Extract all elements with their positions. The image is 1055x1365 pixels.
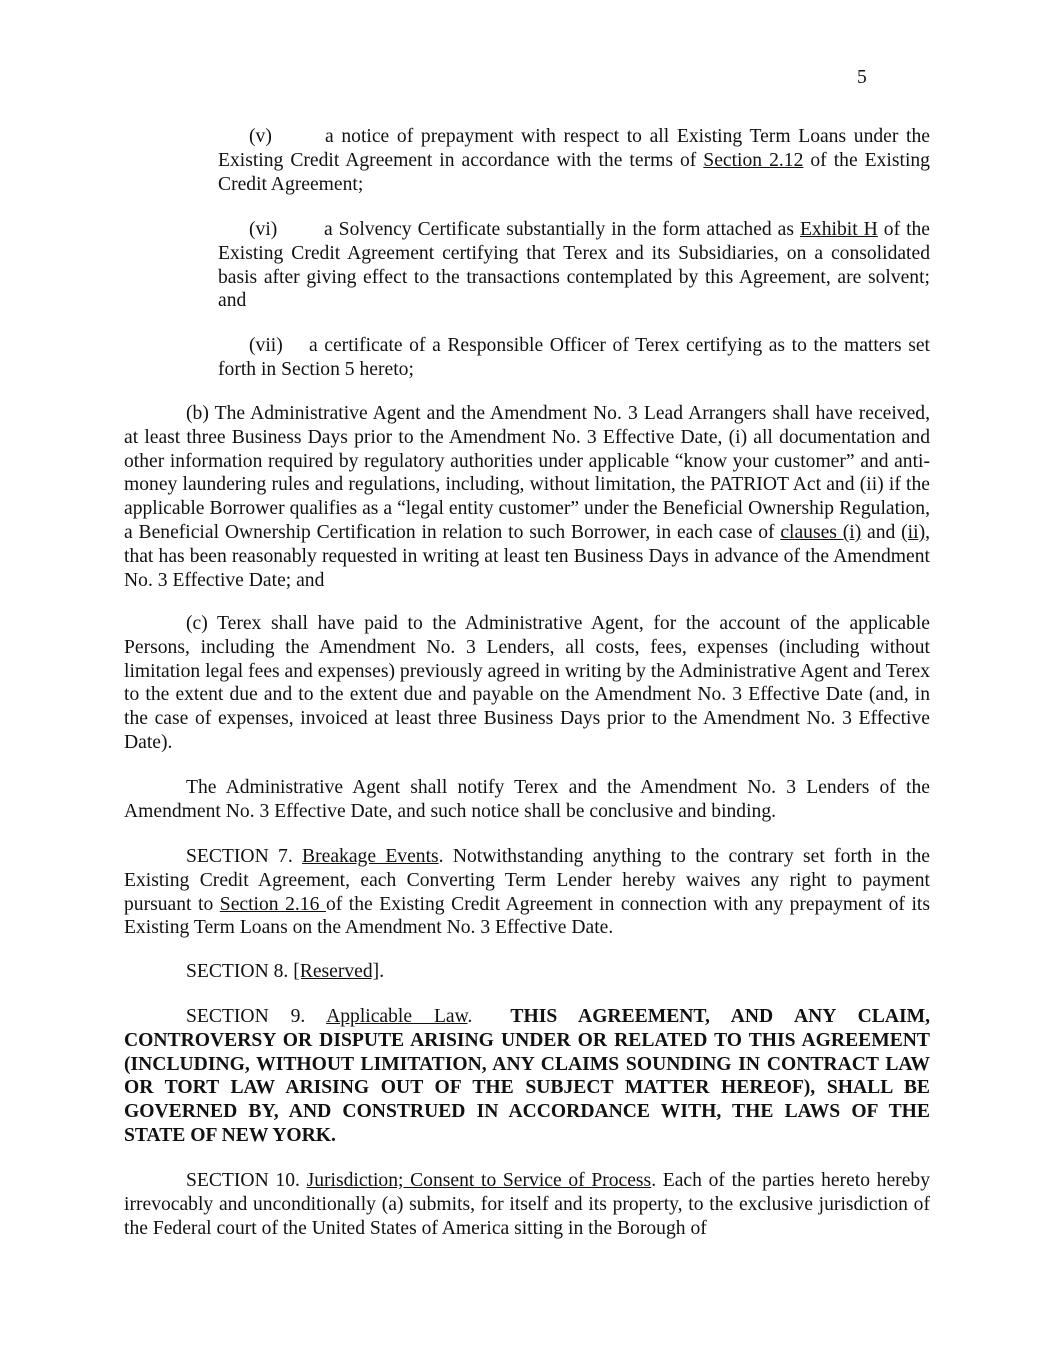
section-8-prefix: SECTION 8. bbox=[186, 961, 294, 982]
paragraph-c bbox=[124, 612, 930, 755]
section-2-12-link[interactable]: Section 2.12 bbox=[703, 149, 804, 171]
clauses-i-link[interactable]: clauses (i) bbox=[780, 521, 862, 543]
item-v-text-2: of the Existing Credit Agreement; bbox=[218, 149, 930, 195]
section-10-heading: Jurisdiction; Consent to Service of Process bbox=[306, 1170, 652, 1191]
section-9 bbox=[124, 1005, 930, 1148]
section-7-text-2: of the Existing Credit Agreement in connection with any prepayment of its Existing Term Loans on the Amendment No. 3 Effective Date. bbox=[124, 893, 931, 939]
item-v bbox=[218, 125, 930, 196]
section-9-governing-law-text: THIS AGREEMENT, AND ANY CLAIM, CONTROVERSY OR DISPUTE ARISING UNDER OR RELATED TO THIS AGREEMENT (INCLUDING, WITHOUT LIMITATION, ANY CLAIMS SOUNDING IN CONTRACT LAW OR TORT LAW ARISING OUT OF THE SUBJECT MATTER HEREOF), SHALL BE GOVERNED BY, AND CONSTRUED IN ACCORDANCE WITH, THE LAWS OF THE STATE OF NEW YORK. bbox=[124, 1006, 930, 1146]
clause-ii-link[interactable]: (ii) bbox=[901, 521, 926, 543]
item-v-label: (v) bbox=[249, 126, 272, 147]
section-7-text-1: . Notwithstanding anything to the contrary set forth in the Existing Credit Agreement, each Converting Term Lender hereby waives any right to payment pursuant to bbox=[124, 846, 930, 915]
item-vi-text-2: of the Existing Credit Agreement certifying that Terex and its Subsidiaries, on a consolidated basis after giving effect to the transactions contemplated by this Agreement, are solvent; and bbox=[218, 219, 931, 312]
section-8-suffix: . bbox=[379, 961, 385, 982]
section-10-text: . Each of the parties hereto hereby irrevocably and unconditionally (a) submits, for itself and its property, to the exclusive jurisdiction of the Federal court of the United States of America sitting in the Borough of bbox=[124, 1170, 930, 1239]
paragraph-b-text-1: (b) The Administrative Agent and the Amendment No. 3 Lead Arrangers shall have received, at least three Business Days prior to the Amendment No. 3 Effective Date, (i) all documentation and other information required by regulatory authorities under applicable “know your customer” and anti-money laundering rules and regulations, including, without limitation, the PATRIOT Act and (ii) if the applicable Borrower qualifies as a “legal entity customer” under the Beneficial Ownership Regulation, a Beneficial Ownership Certification in relation to such Borrower, in each case of bbox=[124, 403, 930, 543]
paragraph-b-text-3: , that has been reasonably requested in writing at least ten Business Days in advance of the Amendment No. 3 Effective Date; and bbox=[124, 521, 930, 591]
exhibit-h-link[interactable]: Exhibit H bbox=[799, 219, 878, 240]
section-7-prefix: SECTION 7. bbox=[186, 846, 303, 867]
paragraph-notify bbox=[124, 776, 930, 824]
section-10-prefix: SECTION 10. bbox=[186, 1170, 307, 1191]
item-v-text-1: a notice of prepayment with respect to all Existing Term Loans under the Existing Credit Agreement in accordance with the terms of bbox=[218, 126, 930, 171]
paragraph-notify-text: The Administrative Agent shall notify Terex and the Amendment No. 3 Lenders of the Amendment No. 3 Effective Date, and such notice shall be conclusive and binding. bbox=[124, 777, 930, 822]
section-2-16-link[interactable]: Section 2.16 bbox=[219, 893, 326, 915]
paragraph-c-text: (c) Terex shall have paid to the Administrative Agent, for the account of the applicable Persons, including the Amendment No. 3 Lenders, all costs, fees, expenses (including without limitation legal fees and expenses) previously agreed in writing by the Administrative Agent and Terex to the extent due and to the extent due and payable on the Amendment No. 3 Effective Date (and, in the case of expenses, invoiced at least three Business Days prior to the Amendment No. 3 Effective Date). bbox=[124, 613, 930, 753]
item-vi-text-1: a Solvency Certificate substantially in the form attached as bbox=[324, 219, 800, 240]
item-vii-label: (vii) bbox=[249, 335, 283, 356]
section-8-heading: [Reserved] bbox=[293, 961, 380, 982]
item-vii bbox=[218, 334, 930, 382]
section-7-heading: Breakage Events bbox=[302, 846, 439, 867]
section-9-prefix: SECTION 9. bbox=[186, 1006, 327, 1027]
section-7 bbox=[124, 845, 930, 940]
section-10 bbox=[124, 1169, 930, 1240]
section-9-heading: Applicable Law bbox=[326, 1006, 468, 1027]
paragraph-b bbox=[124, 402, 930, 592]
paragraph-b-text-2: and bbox=[861, 521, 902, 543]
item-vi-label: (vi) bbox=[249, 219, 278, 240]
section-8 bbox=[124, 960, 930, 984]
page-number: 5 bbox=[857, 67, 867, 88]
item-vi bbox=[218, 218, 930, 313]
section-9-suffix: . bbox=[467, 1006, 473, 1027]
item-vii-text: a certificate of a Responsible Officer of Terex certifying as to the matters set forth in Section 5 hereto; bbox=[218, 335, 930, 380]
